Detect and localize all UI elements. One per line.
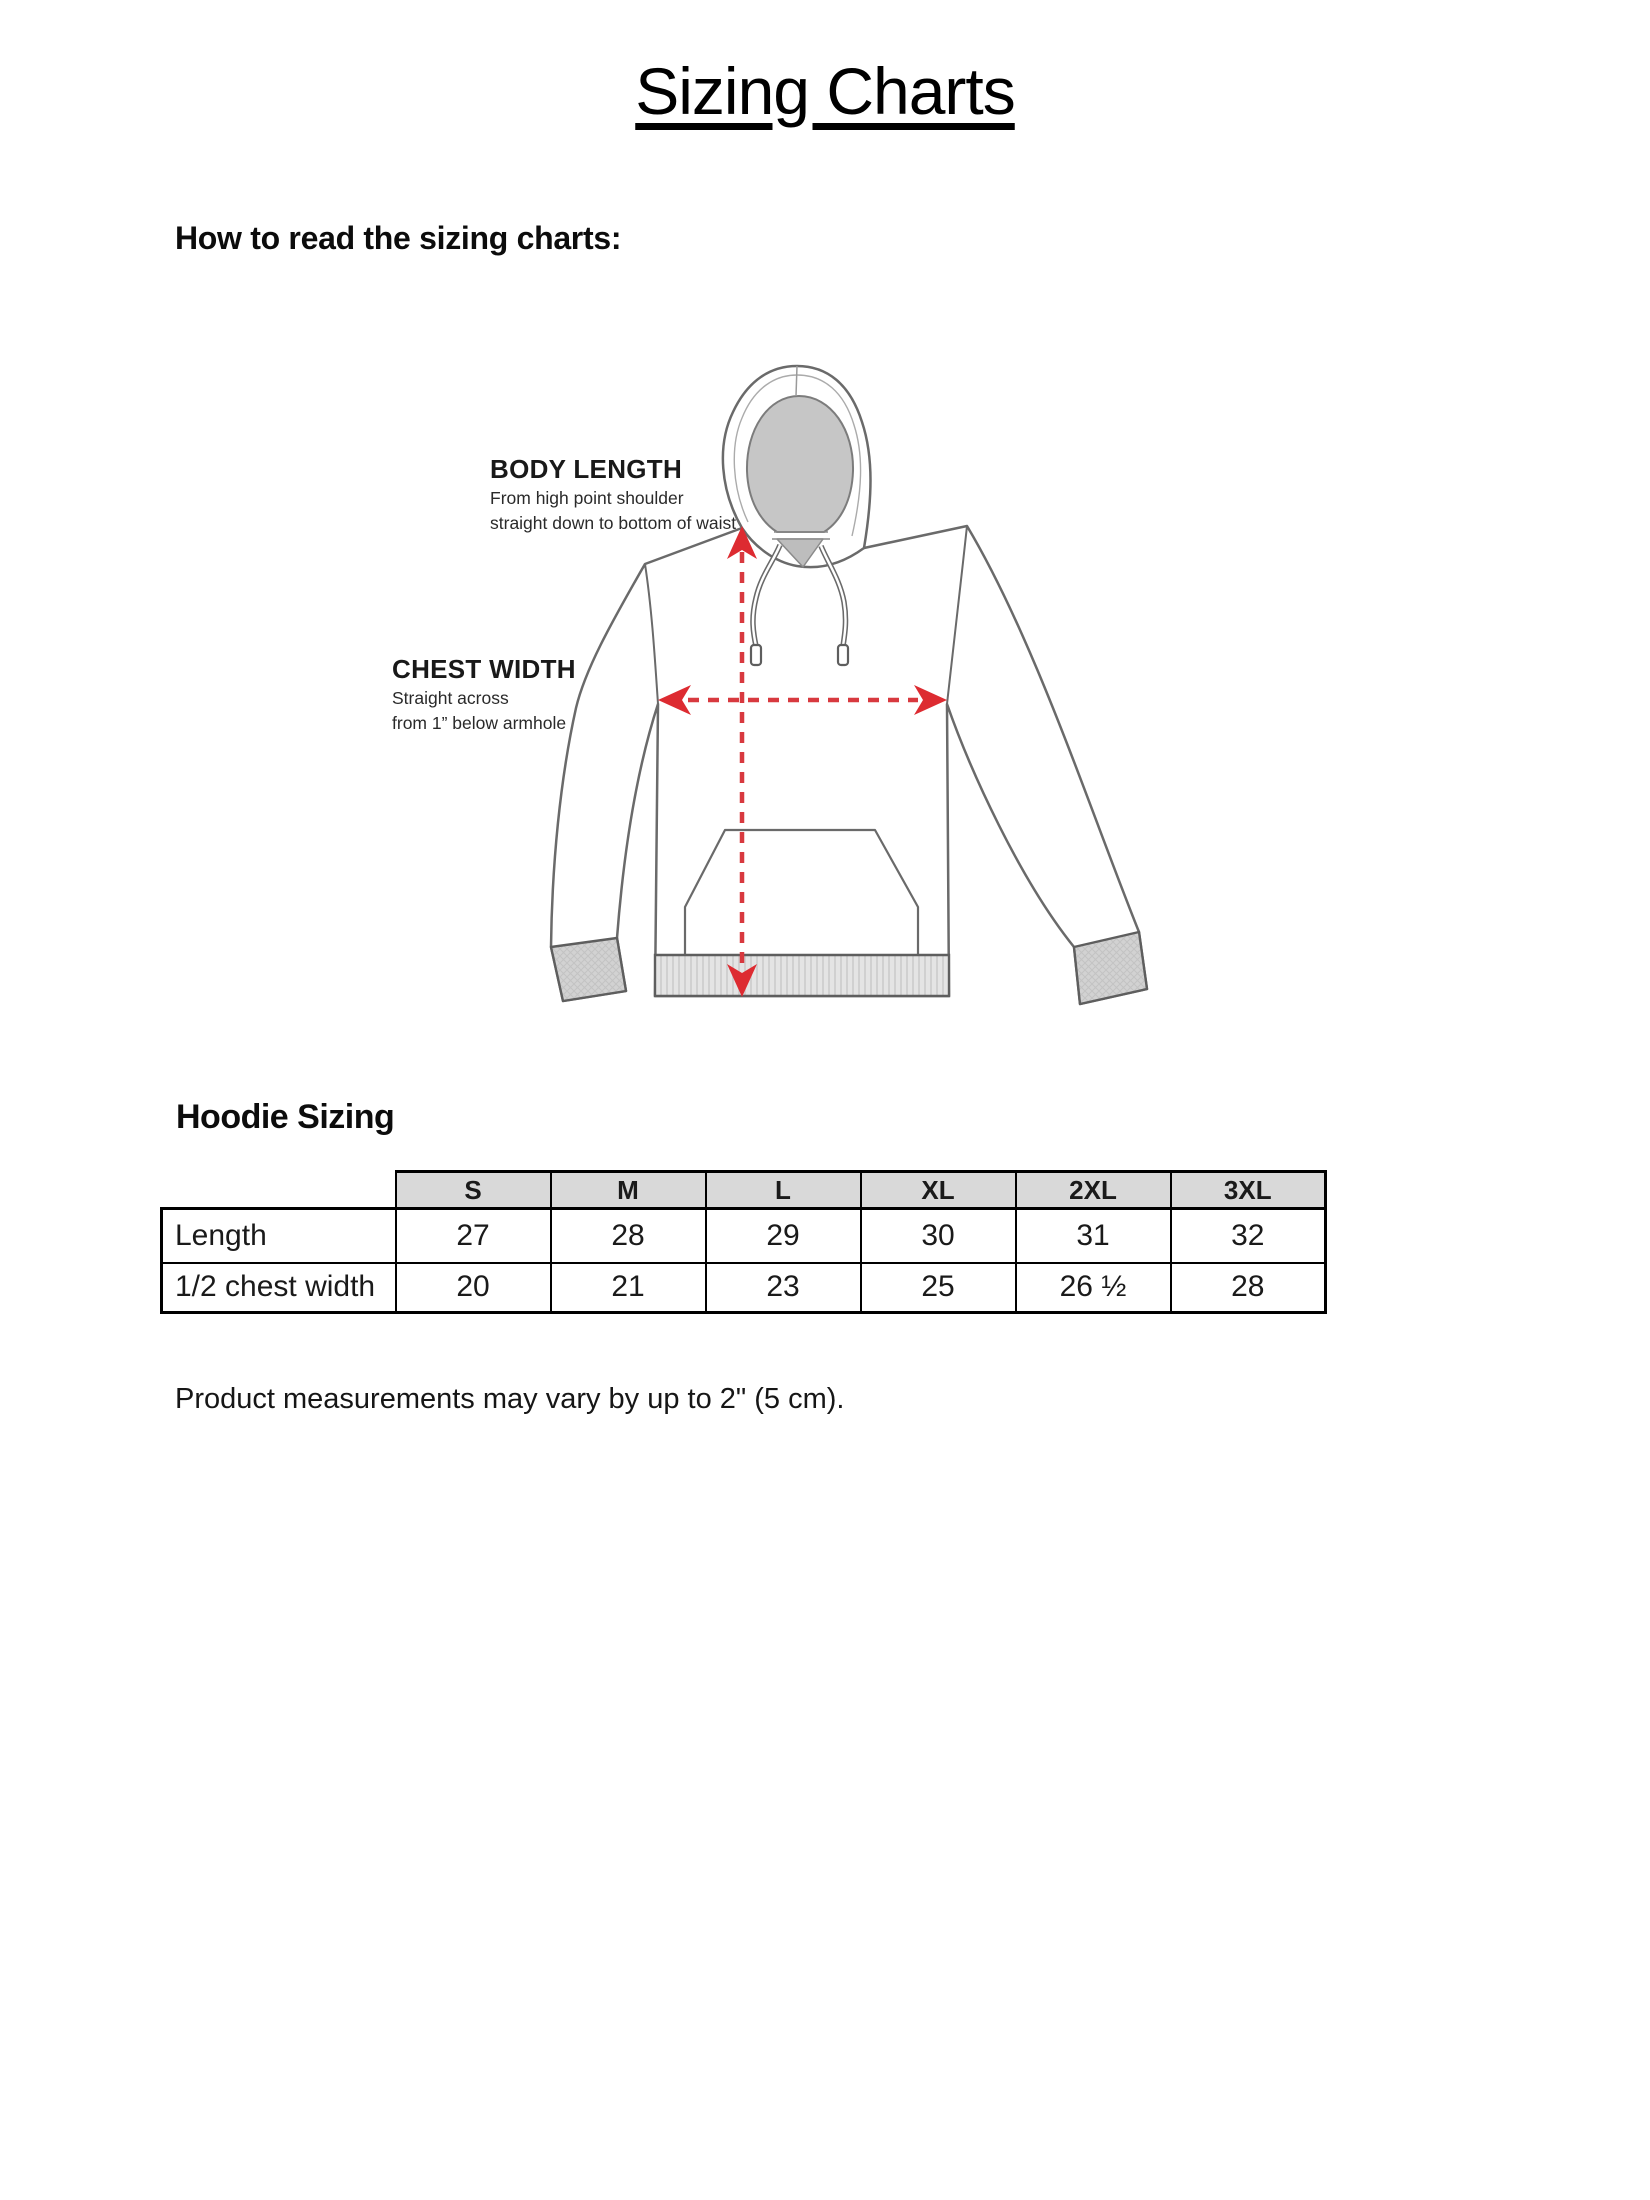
chest-s: 20 (396, 1263, 551, 1313)
table-row-length (162, 1209, 1326, 1263)
empty-corner-cell (162, 1172, 396, 1209)
sizing-table-wrap (160, 1170, 1327, 1314)
length-s: 27 (396, 1209, 551, 1263)
hoodie-body-outline (551, 526, 1147, 1004)
length-xl: 30 (861, 1209, 1016, 1263)
chest-l: 23 (706, 1263, 861, 1313)
how-to-heading: How to read the sizing charts: (175, 220, 622, 256)
hood-top-seam (796, 366, 797, 396)
chest-m: 21 (551, 1263, 706, 1313)
measurement-variance-note: Product measurements may vary by up to 2" (5 cm). (175, 1383, 845, 1415)
hood-lining (747, 396, 853, 532)
size-column-header-m: M (551, 1172, 706, 1209)
size-column-header-s: S (396, 1172, 551, 1209)
page-title: Sizing Charts (635, 54, 1015, 128)
size-column-header-2xl: 2XL (1016, 1172, 1171, 1209)
size-header-row (162, 1172, 1326, 1209)
page-title-wrap (0, 52, 1650, 131)
hoodie-sizing-heading: Hoodie Sizing (176, 1098, 395, 1136)
length-l: 29 (706, 1209, 861, 1263)
body-length-annotation (490, 456, 736, 536)
chest-xl: 25 (861, 1263, 1016, 1313)
length-2xl: 31 (1016, 1209, 1171, 1263)
chest-width-desc-line2: from 1” below armhole (392, 713, 567, 734)
chest-width-desc-line1: Straight across (392, 688, 509, 709)
hem-ribbing (655, 955, 949, 996)
length-3xl: 32 (1171, 1209, 1326, 1263)
size-column-header-3xl: 3XL (1171, 1172, 1326, 1209)
size-column-header-xl: XL (861, 1172, 1016, 1209)
left-cuff (551, 938, 626, 1001)
row-label-length: Length (162, 1209, 396, 1263)
chest-3xl: 28 (1171, 1263, 1326, 1313)
table-row-chest-width (162, 1263, 1326, 1313)
chest-width-annotation (392, 656, 576, 736)
body-length-desc-line2: straight down to bottom of waist (490, 513, 737, 534)
row-label-chest-width: 1/2 chest width (162, 1263, 396, 1313)
chest-width-title: CHEST WIDTH (392, 654, 576, 684)
body-length-desc-line1: From high point shoulder (490, 488, 684, 509)
hoodie-diagram (490, 340, 1200, 1020)
size-column-header-l: L (706, 1172, 861, 1209)
length-m: 28 (551, 1209, 706, 1263)
body-length-title: BODY LENGTH (490, 454, 683, 484)
sizing-table (160, 1170, 1327, 1314)
chest-2xl: 26 ½ (1016, 1263, 1171, 1313)
